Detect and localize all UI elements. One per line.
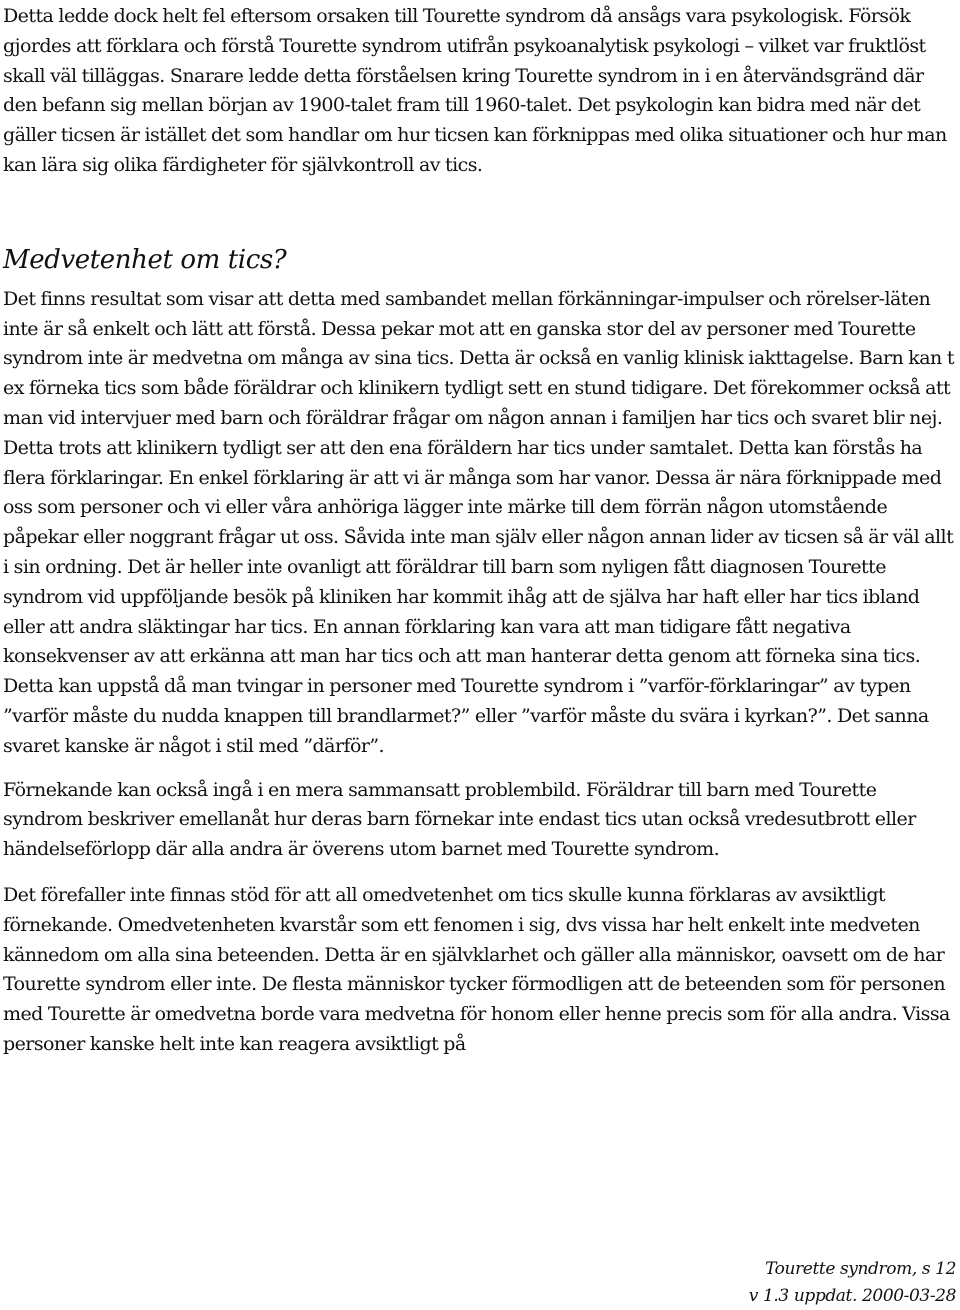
paragraph-awareness: Det finns resultat som visar att detta med sambandet mellan förkänningar-impulser och rörelser-läten inte är så enkelt och lätt att förstå. Dessa pekar mot att en ganska stor del av personer med Tourette syndrom inte är medvetna om många av sina tics. Detta är också en vanlig klinisk iakttagelse. Barn kan t ex förneka tics som både föräldrar och klinikern tydligt sett en stund tidigare. Det förekommer också att man vid intervjuer med barn och föräldrar frågar om någon annan i familjen har tics och svaret blir nej. Detta trots att klinikern tydligt ser att den ena föräldern har tics under samtalet. Detta kan förstås ha flera förklaringar. En enkel förklaring är att vi är många som har vanor. Dessa är nära förknippade med oss som personer och vi eller våra anhöriga lägger inte märke till dem förrän någon utomstående påpekar eller noggrant frågar ut oss. Såvida inte man själv eller någon annan lider av ticsen så är väl allt i sin ordning. Det är heller inte ovanligt att föräldrar till barn som nyligen fått diagnosen Tourette syndrom vid uppföljande besök på kliniken har kommit ihåg att de själva har haft eller har tics ibland eller att andra släktingar har tics. En annan förklaring kan vara att man tidigare fått negativa konsekvenser av att erkänna att man har tics och att man hanterar detta genom att förneka sina tics. Detta kan uppstå då man tvingar in personer med Tourette syndrom i ”varför-förklaringar” av typen ”varför måste du nudda knappen till brandlarmet?” eller ”varför måste du svära i kyrkan?”. Det sanna svaret kanske är något i stil med ”därför”. — [3, 287, 954, 757]
page-footer — [749, 1256, 956, 1310]
footer-page-label: Tourette syndrom, s 12 — [765, 1259, 956, 1279]
section-heading: Medvetenhet om tics? — [3, 244, 287, 275]
paragraph-unawareness: Det förefaller inte finnas stöd för att all omedvetenhet om tics skulle kunna förklaras av avsiktligt förnekande. Omedvetenheten kvarstår som ett fenomen i sig, dvs vissa har helt enkelt inte medveten kännedom om alla sina beteenden. Detta är en självklarhet och gäller alla människor, oavsett om de har Tourette syndrom eller inte. De flesta människor tycker förmodligen att de beteenden som för personen med Tourette är omedvetna borde vara medvetna för honom eller henne precis som för alla andra. Vissa personer kanske helt inte kan reagera avsiktligt på — [3, 883, 950, 1055]
document-page — [3, 0, 955, 1060]
footer-version-label: v 1.3 uppdat. 2000-03-28 — [748, 1286, 956, 1306]
paragraph-denial: Förnekande kan också ingå i en mera sammansatt problembild. Föräldrar till barn med Tourette syndrom beskriver emellanåt hur deras barn förnekar inte endast tics utan också vredesutbrott eller händelseförlopp där alla andra är överens utom barnet med Tourette syndrom. — [3, 778, 916, 861]
paragraph-history: Detta ledde dock helt fel eftersom orsaken till Tourette syndrom då ansågs vara psykologisk. Försök gjordes att förklara och förstå Tourette syndrom utifrån psykoanalytisk psykologi – vilket var fruktlöst skall väl tilläggas. Snarare ledde detta förståelsen kring Tourette syndrom in i en återvändsgränd där den befann sig mellan början av 1900-talet fram till 1960-talet. Det psykologin kan bidra med när det gäller ticsen är istället det som handlar om hur ticsen kan förknippas med olika situationer och hur man kan lära sig olika färdigheter för självkontroll av tics. — [3, 5, 947, 176]
